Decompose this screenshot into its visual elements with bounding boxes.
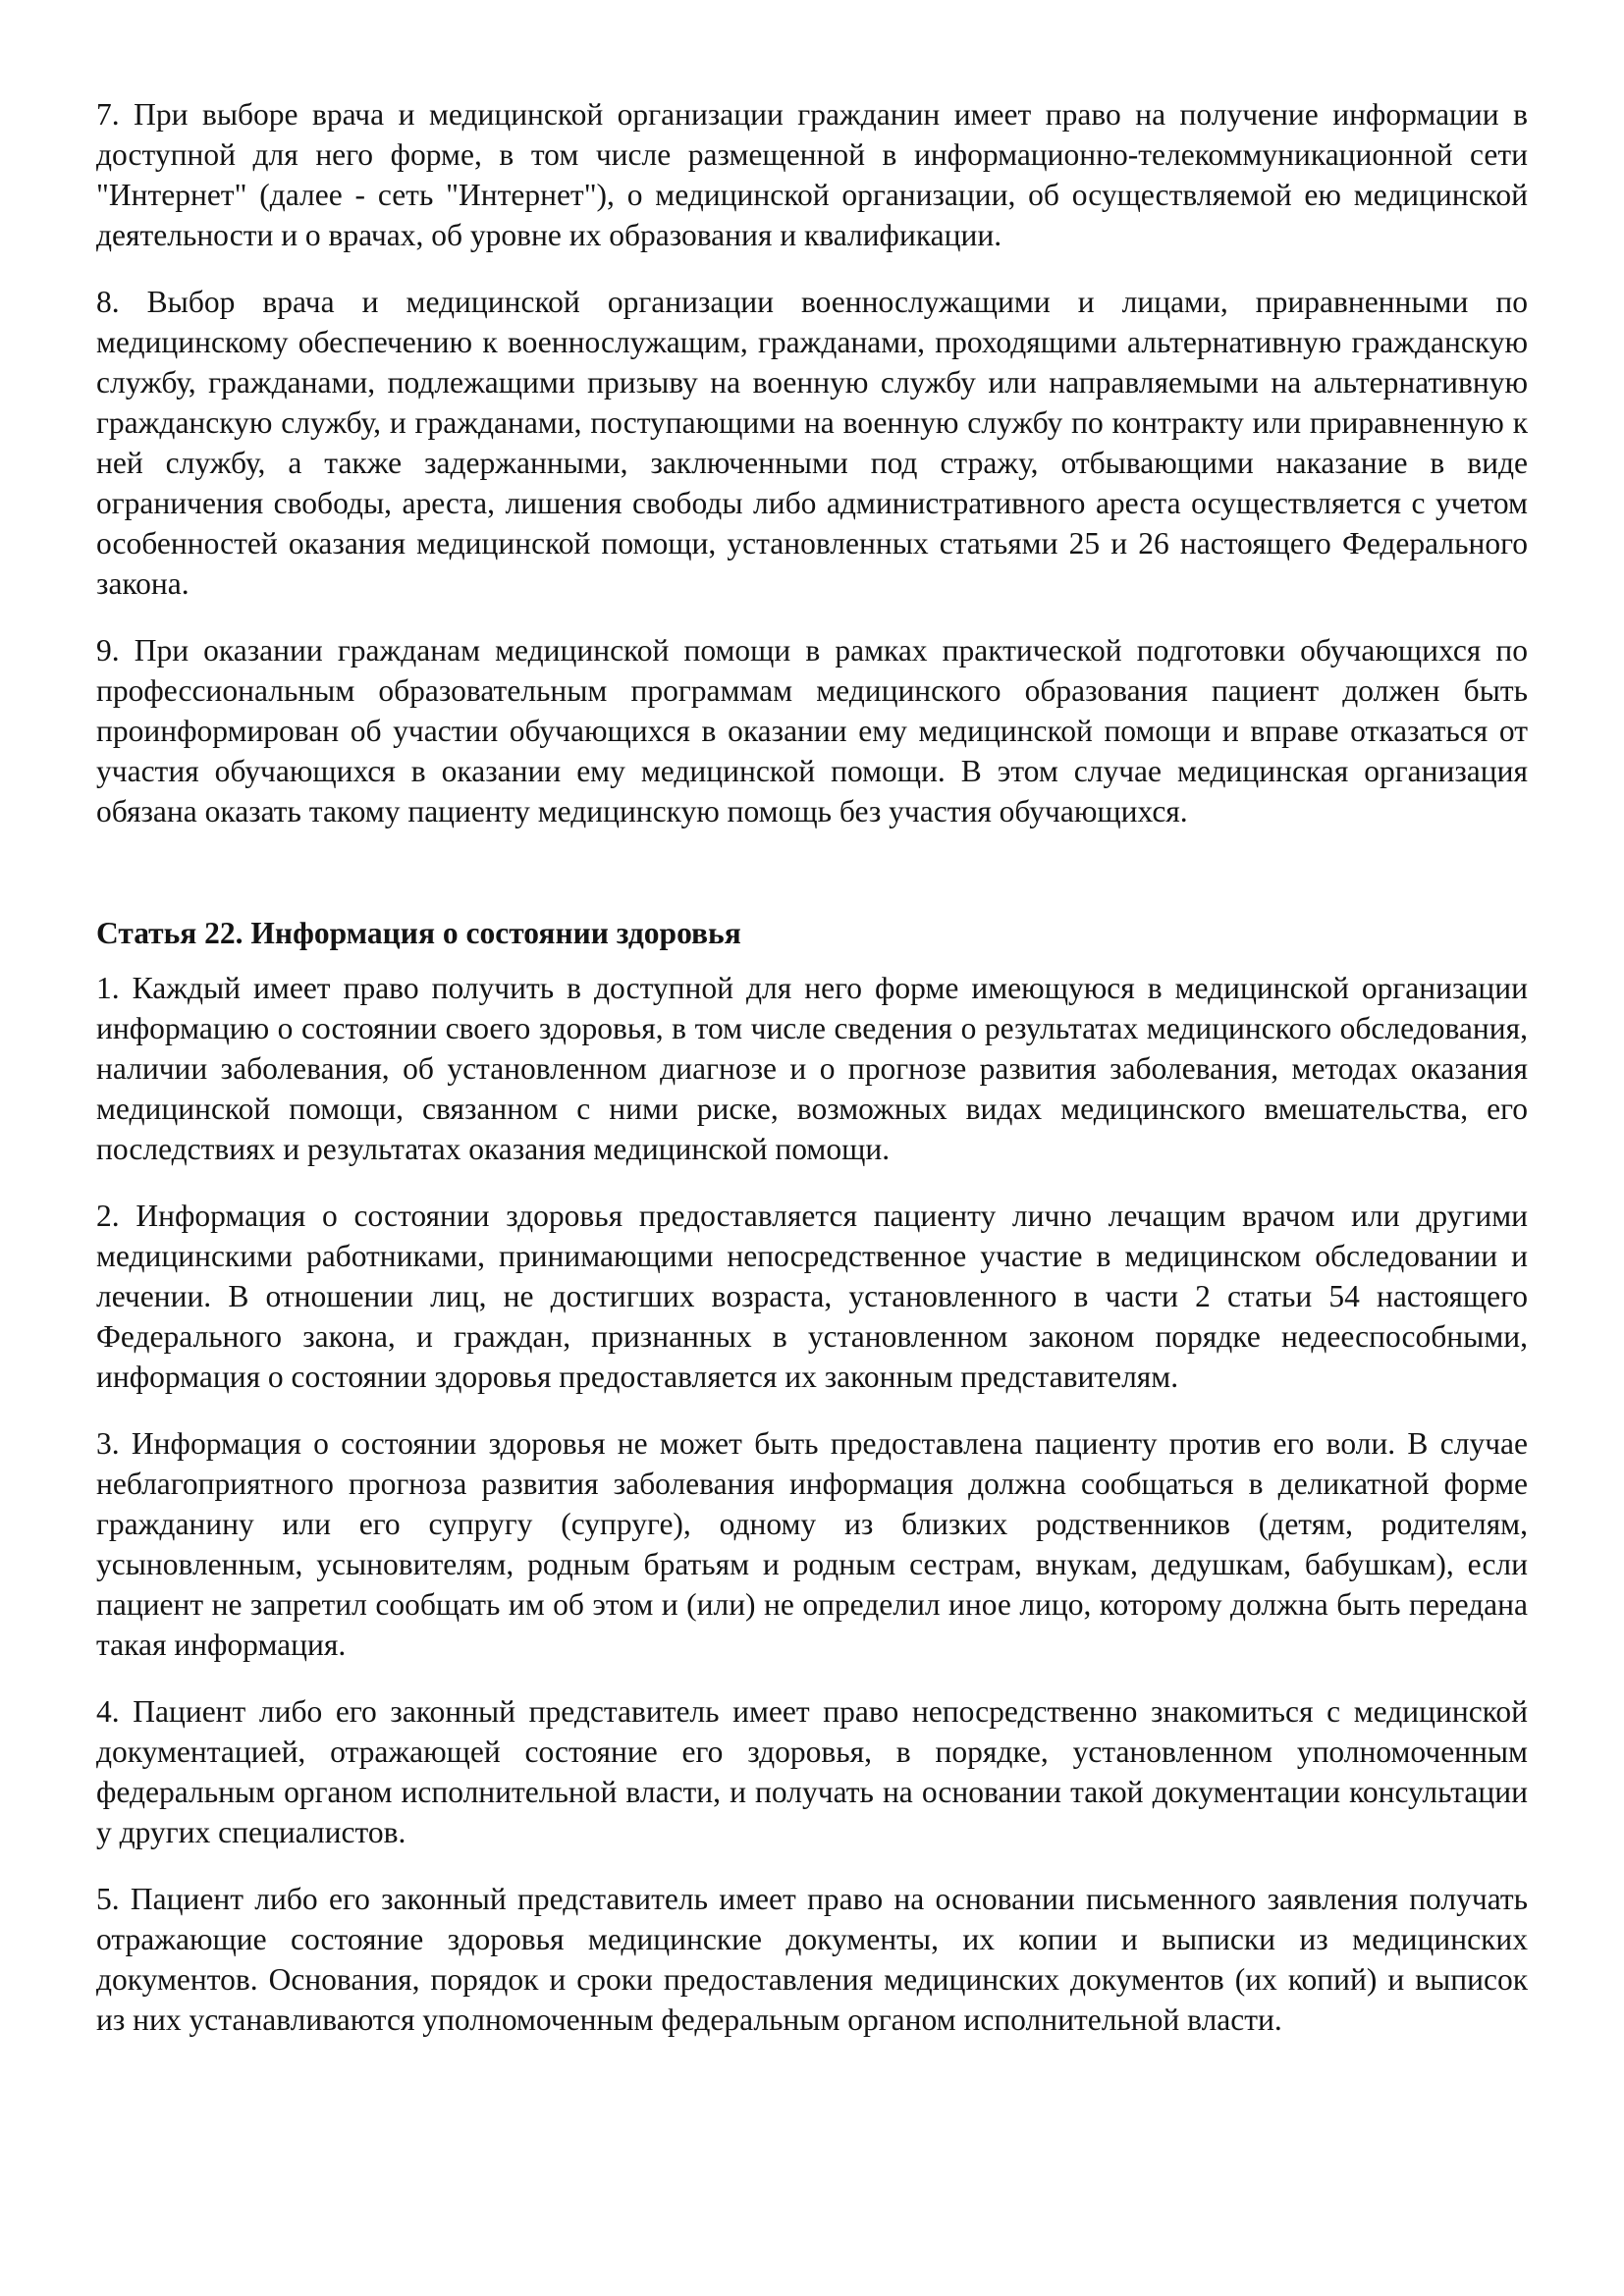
article22-paragraph-3: 3. Информация о состоянии здоровья не может быть предоставлена пациенту против его воли. В случае неблагоприятного прогноза развития заболевания информация должна сообщаться в деликатной форме гражданину или его супругу (супруге), одному из близких родственников (детям, родителям, усыновленным, усыновителям, родным братьям и родным сестрам, внукам, дедушкам, бабушкам), если пациент не запретил сообщать им об этом и (или) не определил иное лицо, которому должна быть передана такая информация. xyxy=(96,1426,1528,1662)
article21-paragraph-7: 7. При выборе врача и медицинской организации гражданин имеет право на получение информации в доступной для него форме, в том числе размещенной в информационно-телекоммуникационной сети "Интернет" (далее - сеть "Интернет"), о медицинской организации, об осуществляемой ею медицинской деятельности и о врачах, об уровне их образования и квалификации. xyxy=(96,97,1528,252)
article22-paragraph-1: 1. Каждый имеет право получить в доступной для него форме имеющуюся в медицинской организации информацию о состоянии своего здоровья, в том числе сведения о результатах медицинского обследования, наличии заболевания, об установленном диагнозе и о прогнозе развития заболевания, методах оказания медицинской помощи, связанном с ними риске, возможных видах медицинского вмешательства, его последствиях и результатах оказания медицинской помощи. xyxy=(96,971,1528,1166)
article22-paragraph-4: 4. Пациент либо его законный представитель имеет право непосредственно знакомиться с медицинской документацией, отражающей состояние его здоровья, в порядке, установленном уполномоченным федеральным органом исполнительной власти, и получать на основании такой документации консультации у других специалистов. xyxy=(96,1694,1528,1849)
article21-paragraph-9: 9. При оказании гражданам медицинской помощи в рамках практической подготовки обучающихся по профессиональным образовательным программам медицинского образования пациент должен быть проинформирован об участии обучающихся в оказании ему медицинской помощи и вправе отказаться от участия обучающихся в оказании ему медицинской помощи. В этом случае медицинская организация обязана оказать такому пациенту медицинскую помощь без участия обучающихся. xyxy=(96,633,1528,828)
article22-paragraph-5: 5. Пациент либо его законный представитель имеет право на основании письменного заявления получать отражающие состояние здоровья медицинские документы, их копии и выписки из медицинских документов. Основания, порядок и сроки предоставления медицинских документов (их копий) и выписок из них устанавливаются уполномоченным федеральным органом исполнительной власти. xyxy=(96,1882,1528,2037)
article21-paragraph-8: 8. Выбор врача и медицинской организации военнослужащими и лицами, приравненными по медицинскому обеспечению к военнослужащим, гражданами, проходящими альтернативную гражданскую службу, гражданами, подлежащими призыву на военную службу или направляемыми на альтернативную гражданскую службу, и гражданами, поступающими на военную службу по контракту или приравненную к ней службу, а также задержанными, заключенными под стражу, отбывающими наказание в виде ограничения свободы, ареста, лишения свободы либо административного ареста осуществляется с учетом особенностей оказания медицинской помощи, установленных статьями 25 и 26 настоящего Федерального закона. xyxy=(96,285,1528,601)
section-spacer xyxy=(96,858,1528,913)
article22-paragraph-2: 2. Информация о состоянии здоровья предоставляется пациенту лично лечащим врачом или другими медицинскими работниками, принимающими непосредственное участие в медицинском обследовании и лечении. В отношении лиц, не достигших возраста, установленного в части 2 статьи 54 настоящего Федерального закона, и граждан, признанных в установленном законом порядке недееспособными, информация о состоянии здоровья предоставляется их законным представителям. xyxy=(96,1199,1528,1394)
article22-title: Статья 22. Информация о состоянии здоровья xyxy=(96,916,741,950)
